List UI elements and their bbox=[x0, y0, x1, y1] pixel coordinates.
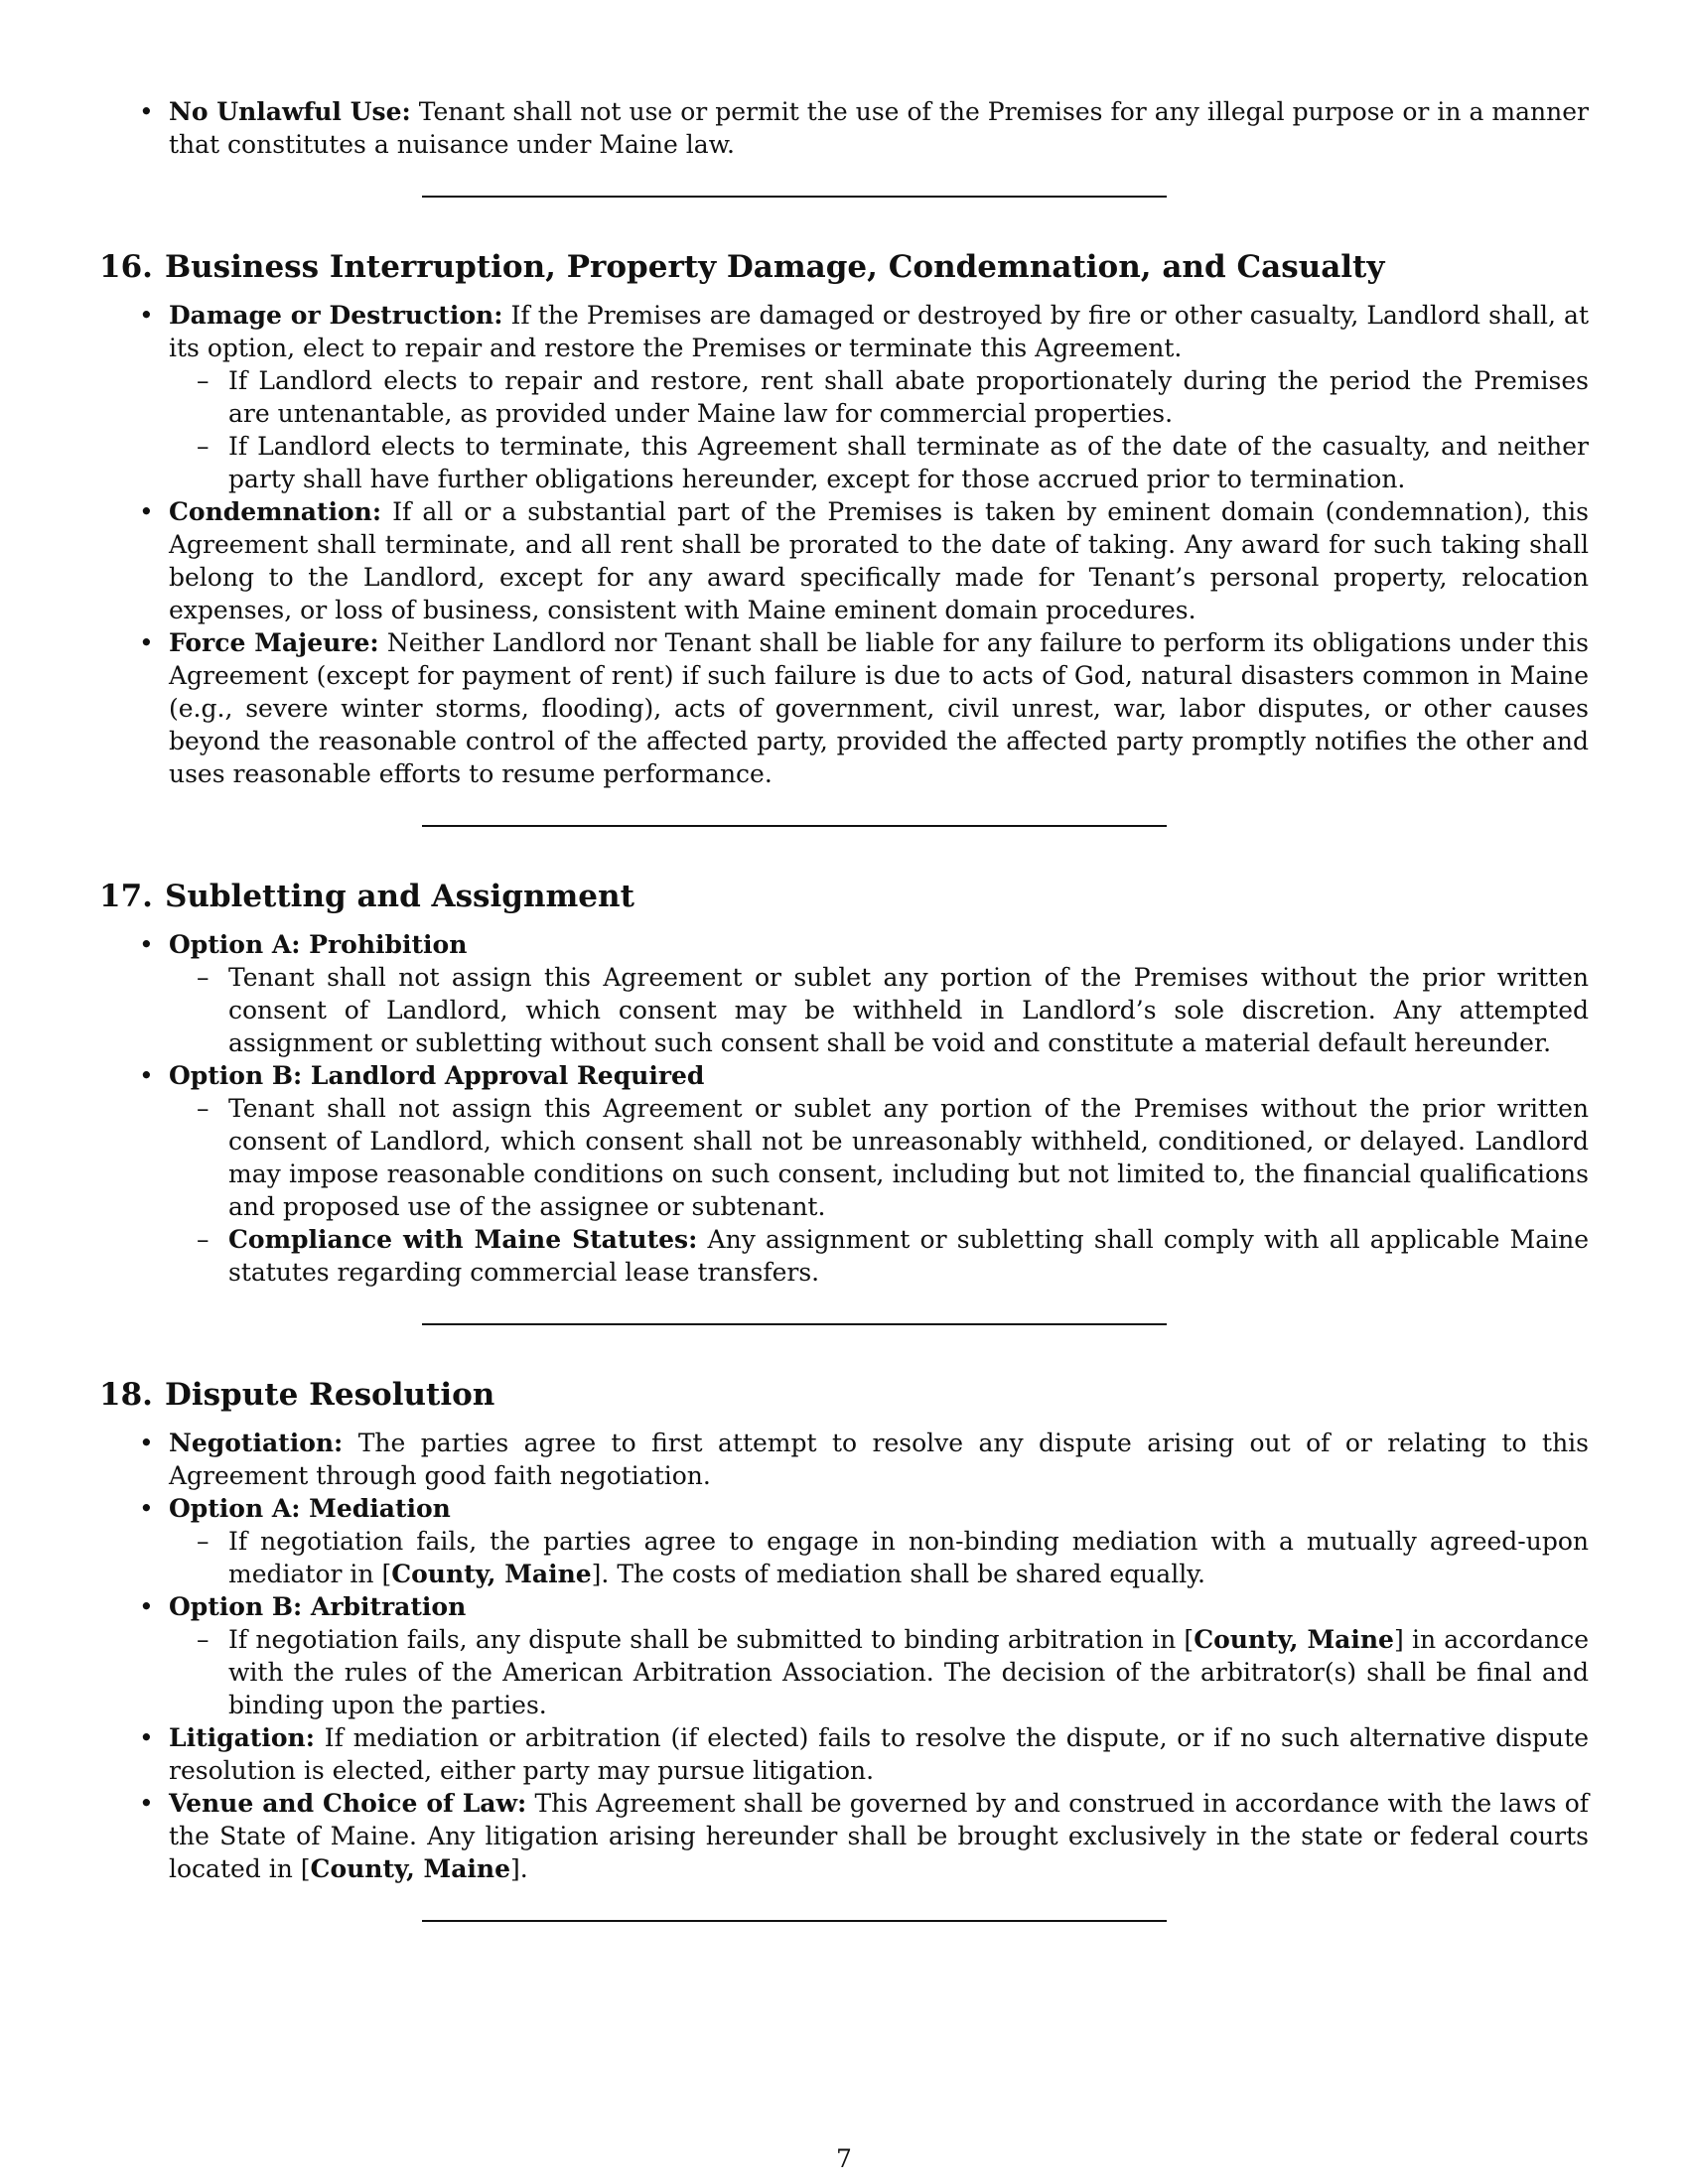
item-label: Condemnation: bbox=[169, 497, 382, 526]
section-18-list bbox=[99, 1427, 1589, 1885]
section-title: Subletting and Assignment bbox=[164, 879, 634, 914]
sub-list-item bbox=[169, 364, 1589, 430]
item-label: Option A: Mediation bbox=[169, 1494, 451, 1523]
bullet-icon: • bbox=[139, 497, 154, 526]
list-item bbox=[99, 928, 1589, 1059]
sub-item-text: Tenant shall not assign this Agreement or sublet any portion of the Premises without the prior written consent of Landlord, which consent shall not be unreasonably withheld, conditioned, or delayed. Landlord may impose reasonable conditions on such consent, including but not limited to, the financial qualifications and proposed use of the assignee or subtenant. bbox=[228, 1094, 1589, 1221]
item-label: Force Majeure: bbox=[169, 628, 379, 657]
section-divider bbox=[422, 196, 1167, 198]
item-text: Neither Landlord nor Tenant shall be liable for any failure to perform its obligations under this Agreement (except for payment of rent) if such failure is due to acts of God, natural disasters common in Maine (e.g., severe winter storms, flooding), acts of government, civil unrest, war, labor disputes, or other causes beyond the reasonable control of the affected party, provided the affected party promptly notifies the other and uses reasonable efforts to resume performance. bbox=[169, 628, 1589, 788]
sub-list bbox=[169, 1092, 1589, 1289]
sub-list-item bbox=[169, 1525, 1589, 1590]
sub-list-item bbox=[169, 1223, 1589, 1289]
bullet-icon: • bbox=[139, 1789, 154, 1818]
item-text: If all or a substantial part of the Premises is taken by eminent domain (condemnation), this Agreement shall terminate, and all rent shall be prorated to the date of taking. Any award for such taking shall belong to the Landlord, except for any award specifically made for Tenant’s personal property, relocation expenses, or loss of business, consistent with Maine eminent domain procedures. bbox=[169, 497, 1589, 624]
sub-item-text: ]. The costs of mediation shall be shared equally. bbox=[591, 1560, 1205, 1588]
list-item bbox=[99, 1787, 1589, 1885]
list-item bbox=[99, 1492, 1589, 1590]
item-text: If the Premises are damaged or destroyed by fire or other casualty, Landlord shall, at its option, elect to repair and restore the Premises or terminate this Agreement. bbox=[169, 301, 1590, 362]
placeholder-county: County, Maine bbox=[1194, 1625, 1394, 1654]
sub-item-text: If negotiation fails, any dispute shall be submitted to binding arbitration in [ bbox=[228, 1625, 1195, 1654]
sub-list-item bbox=[169, 430, 1589, 495]
item-label: Negotiation: bbox=[169, 1429, 344, 1457]
dash-icon: – bbox=[197, 1094, 210, 1123]
section-number: 18. bbox=[99, 1377, 153, 1413]
dash-icon: – bbox=[197, 366, 210, 395]
item-label: Venue and Choice of Law: bbox=[169, 1789, 527, 1818]
section-16-list bbox=[99, 299, 1589, 790]
list-item bbox=[99, 626, 1589, 790]
dash-icon: – bbox=[197, 1625, 210, 1654]
sub-item-text: If Landlord elects to repair and restore, rent shall abate proportionately during the period the Premises are untenantable, as provided under Maine law for commercial properties. bbox=[228, 366, 1589, 428]
sub-list-item bbox=[169, 961, 1589, 1059]
dash-icon: – bbox=[197, 1225, 210, 1254]
item-text: The parties agree to first attempt to resolve any dispute arising out of or relating to this Agreement through good faith negotiation. bbox=[169, 1429, 1589, 1490]
bullet-icon: • bbox=[139, 1429, 154, 1457]
sub-list-item bbox=[169, 1092, 1589, 1223]
sub-list-item bbox=[169, 1623, 1589, 1721]
bullet-icon: • bbox=[139, 1592, 154, 1621]
list-item bbox=[99, 95, 1589, 161]
bullet-icon: • bbox=[139, 97, 154, 126]
item-label: Litigation: bbox=[169, 1723, 315, 1752]
list-item bbox=[99, 1590, 1589, 1721]
dash-icon: – bbox=[197, 1527, 210, 1556]
sub-item-text: ] in accordance with the rules of the American Arbitration Association. The decision of the arbitrator(s) shall be final and binding upon the parties. bbox=[228, 1625, 1589, 1719]
list-item bbox=[99, 1721, 1589, 1787]
list-item bbox=[99, 299, 1589, 495]
bullet-icon: • bbox=[139, 1723, 154, 1752]
item-label: Option B: Arbitration bbox=[169, 1592, 467, 1621]
intro-list bbox=[99, 95, 1589, 161]
bullet-icon: • bbox=[139, 301, 154, 330]
item-label: Damage or Destruction: bbox=[169, 301, 503, 330]
list-item bbox=[99, 495, 1589, 626]
section-heading-16 bbox=[99, 247, 1589, 287]
dash-icon: – bbox=[197, 963, 210, 992]
section-divider bbox=[422, 1323, 1167, 1325]
item-text: If mediation or arbitration (if elected) fails to resolve the dispute, or if no such alternative dispute resolution is elected, either party may pursue litigation. bbox=[169, 1723, 1589, 1785]
section-number: 17. bbox=[99, 879, 153, 914]
section-number: 16. bbox=[99, 249, 153, 285]
sub-item-text: If negotiation fails, the parties agree to engage in non-binding mediation with a mutually agreed-upon mediator in [ bbox=[228, 1527, 1589, 1588]
item-text: ]. bbox=[510, 1854, 528, 1883]
sub-list bbox=[169, 1525, 1589, 1590]
sub-item-text: Any assignment or subletting shall comply with all applicable Maine statutes regarding commercial lease transfers. bbox=[228, 1225, 1590, 1287]
item-text: Tenant shall not use or permit the use of the Premises for any illegal purpose or in a manner that constitutes a nuisance under Maine law. bbox=[169, 97, 1589, 159]
list-item bbox=[99, 1427, 1589, 1492]
page-number: 7 bbox=[836, 2144, 852, 2173]
sub-item-text: If Landlord elects to terminate, this Agreement shall terminate as of the date of the casualty, and neither party shall have further obligations hereunder, except for those accrued prior to termination. bbox=[228, 432, 1589, 493]
item-text: This Agreement shall be governed by and construed in accordance with the laws of the State of Maine. Any litigation arising hereunder shall be brought exclusively in the state or federal courts located in [ bbox=[169, 1789, 1590, 1883]
sub-list bbox=[169, 364, 1589, 495]
bullet-icon: • bbox=[139, 930, 154, 959]
sub-item-label: Compliance with Maine Statutes: bbox=[228, 1225, 698, 1254]
sub-list bbox=[169, 1623, 1589, 1721]
item-label: Option A: Prohibition bbox=[169, 930, 468, 959]
placeholder-county: County, Maine bbox=[391, 1560, 592, 1588]
list-item bbox=[99, 1059, 1589, 1289]
bullet-icon: • bbox=[139, 1494, 154, 1523]
item-label: Option B: Landlord Approval Required bbox=[169, 1061, 705, 1090]
bullet-icon: • bbox=[139, 628, 154, 657]
section-divider bbox=[422, 1920, 1167, 1922]
document-page bbox=[99, 95, 1589, 1922]
bullet-icon: • bbox=[139, 1061, 154, 1090]
sub-list bbox=[169, 961, 1589, 1059]
sub-item-text: Tenant shall not assign this Agreement or sublet any portion of the Premises without the prior written consent of Landlord, which consent may be withheld in Landlord’s sole discretion. Any attempted assignment or subletting without such consent shall be void and constitute a material default hereunder. bbox=[228, 963, 1589, 1057]
dash-icon: – bbox=[197, 432, 210, 461]
section-heading-18 bbox=[99, 1375, 1589, 1415]
section-divider bbox=[422, 825, 1167, 827]
section-title: Business Interruption, Property Damage, Condemnation, and Casualty bbox=[164, 249, 1385, 285]
section-heading-17 bbox=[99, 877, 1589, 916]
section-17-list bbox=[99, 928, 1589, 1289]
placeholder-county: County, Maine bbox=[310, 1854, 511, 1883]
item-label: No Unlawful Use: bbox=[169, 97, 411, 126]
section-title: Dispute Resolution bbox=[164, 1377, 495, 1413]
